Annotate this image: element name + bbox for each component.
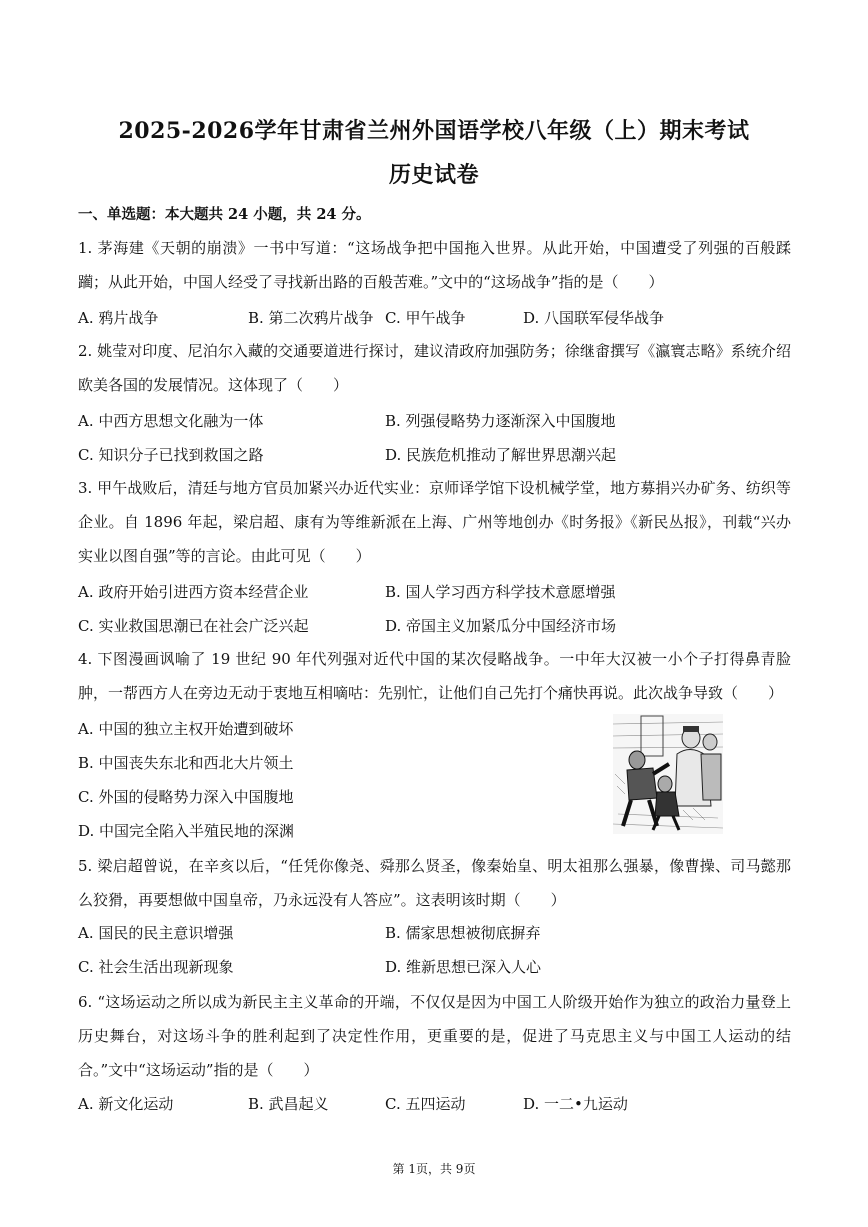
- question-1-stem: 1. 茅海建《天朝的崩溃》一书中写道：“这场战争把中国拖入世界。从此开始，中国遭受了列强的百般蹂躏；从此开始，中国人经受了寻找新出路的百般苦难。”文中的“这场战争”指的是（ ）: [78, 239, 791, 291]
- option-c: C. 五四运动: [385, 1095, 466, 1113]
- option-d: D. 帝国主义加紧瓜分中国经济市场: [385, 617, 617, 635]
- option-c: C. 外国的侵略势力深入中国腹地: [78, 788, 294, 806]
- question-5-stem: 5. 梁启超曾说，在辛亥以后，“任凭你像尧、舜那么贤圣，像秦始皇、明太祖那么强暴，像曹操、司马懿那么狡猾，再要想做中国皇帝，乃永远没有人答应”。这表明该时期（ ）: [78, 857, 791, 909]
- question-2-stem: 2. 姚莹对印度、尼泊尔入藏的交通要道进行探讨，建议清政府加强防务；徐继畬撰写《瀛寰志略》系统介绍欧美各国的发展情况。这体现了（ ）: [78, 342, 791, 394]
- option-a: A. 中西方思想文化融为一体: [78, 412, 264, 430]
- option-d: D. 维新思想已深入人心: [385, 958, 542, 976]
- section-heading: 一、单选题：本大题共 24 小题，共 24 分。: [78, 206, 371, 223]
- question-6-stem: 6. “这场运动之所以成为新民主主义革命的开端，不仅仅是因为中国工人阶级开始作为独立的政治力量登上历史舞台，对这场斗争的胜利起到了决定性作用，更重要的是，促进了马克思主义与中国工人运动的结合。”文中“这场运动”指的是（ ）: [78, 993, 791, 1079]
- option-c: C. 实业救国思潮已在社会广泛兴起: [78, 617, 309, 635]
- exam-subtitle: 历史试卷: [388, 162, 479, 188]
- option-a: A. 中国的独立主权开始遭到破坏: [78, 720, 294, 738]
- option-a: A. 鸦片战争: [78, 309, 159, 327]
- question-3-stem: 3. 甲午战败后，清廷与地方官员加紧兴办近代实业：京师译学馆下设机械学堂，地方募捐兴办矿务、纺织等企业。自 1896 年起，梁启超、康有为等维新派在上海、广州等地创办《时务报》《新民丛报》，刊载“兴办实业以图自强”等的言论。由此可见（ ）: [78, 479, 791, 565]
- option-c: C. 社会生活出现新现象: [78, 958, 234, 976]
- option-d: D. 八国联军侵华战争: [523, 309, 665, 327]
- exam-title: 2025-2026学年甘肃省兰州外国语学校八年级（上）期末考试: [118, 118, 750, 144]
- option-a: A. 新文化运动: [78, 1095, 174, 1113]
- option-b: B. 儒家思想被彻底摒弃: [385, 924, 541, 942]
- cartoon-illustration: [613, 714, 723, 834]
- option-b: B. 国人学习西方科学技术意愿增强: [385, 583, 616, 601]
- option-d: D. 中国完全陷入半殖民地的深渊: [78, 822, 295, 840]
- option-b: B. 列强侵略势力逐渐深入中国腹地: [385, 412, 616, 430]
- option-b: B. 武昌起义: [248, 1095, 329, 1113]
- question-4-stem: 4. 下图漫画讽喻了 19 世纪 90 年代列强对近代中国的某次侵略战争。一中年大汉被一小个子打得鼻青脸肿，一帮西方人在旁边无动于衷地互相嘀咕：先别忙，让他们自己先打个痛快再说。此次战争导致（ ）: [78, 650, 791, 702]
- option-c: C. 甲午战争: [385, 309, 466, 327]
- option-d: D. 一二•九运动: [523, 1095, 628, 1113]
- option-a: A. 政府开始引进西方资本经营企业: [78, 583, 309, 601]
- page-footer: 第 1页，共 9页: [392, 1162, 476, 1176]
- option-a: A. 国民的民主意识增强: [78, 924, 234, 942]
- option-d: D. 民族危机推动了解世界思潮兴起: [385, 446, 617, 464]
- option-c: C. 知识分子已找到救国之路: [78, 446, 264, 464]
- option-b: B. 第二次鸦片战争: [248, 309, 374, 327]
- option-b: B. 中国丧失东北和西北大片领土: [78, 754, 294, 772]
